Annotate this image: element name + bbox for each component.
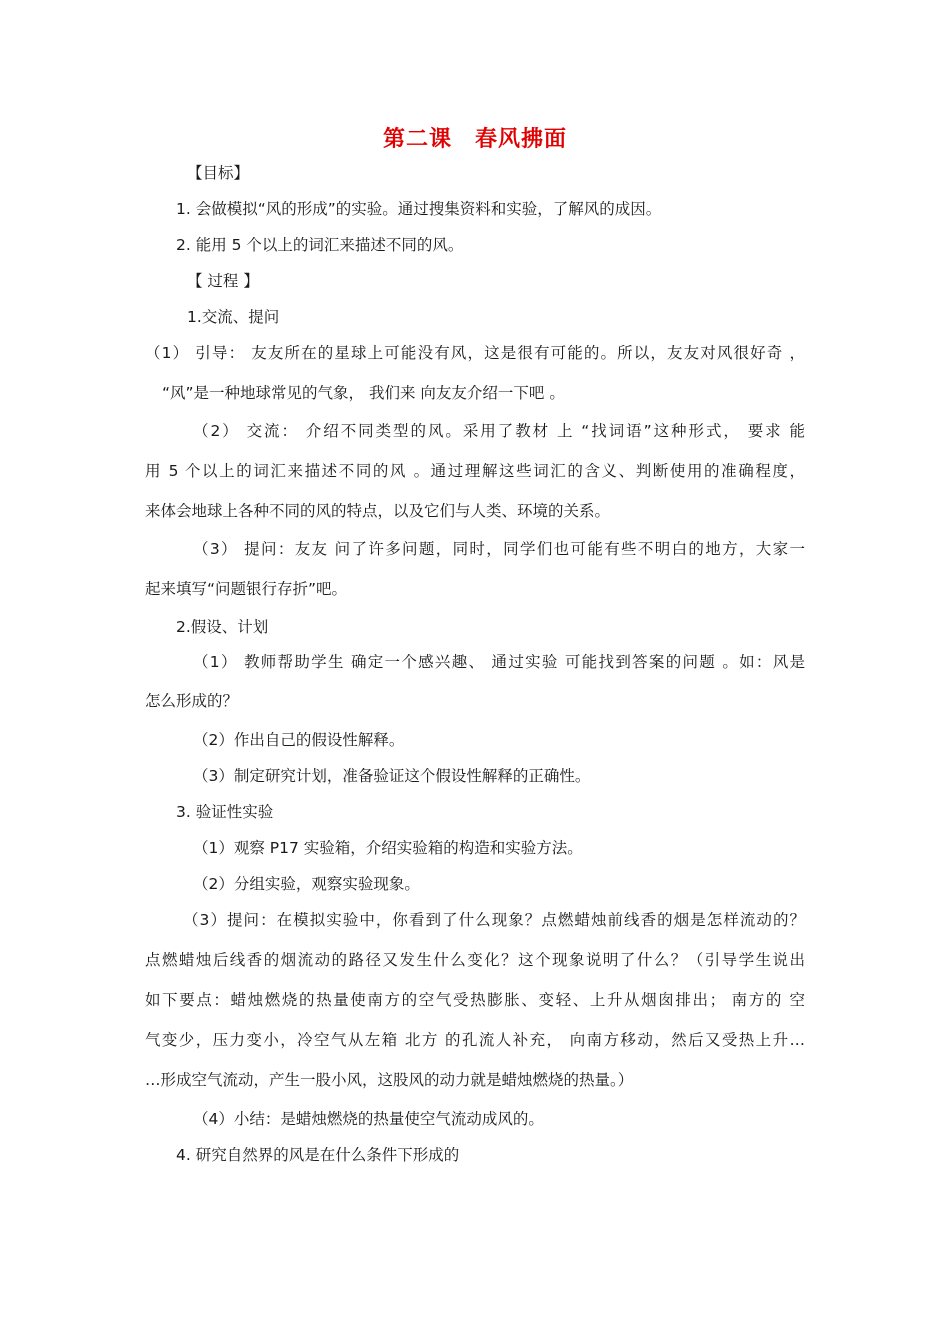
- step-heading-4: 4. 研究自然界的风是在什么条件下形成的: [176, 1146, 460, 1164]
- step-heading-3: 3. 验证性实验: [176, 803, 274, 821]
- paragraph-line: （3）制定研究计划，准备验证这个假设性解释的正确性。: [193, 767, 591, 785]
- paragraph-line: 气变少，压力变小，冷空气从左箱 北方 的孔流人补充， 向南方移动，然后又受热上升…: [145, 1031, 805, 1049]
- paragraph-line: “风”是一种地球常见的气象， 我们来 向友友介绍一下吧 。: [162, 384, 565, 402]
- paragraph-line: （2）作出自己的假设性解释。: [193, 731, 405, 749]
- section-heading-process: 【 过程 】: [187, 272, 259, 290]
- paragraph-line: 起来填写“问题银行存折”吧。: [145, 580, 348, 598]
- paragraph-line: …形成空气流动，产生一股小风，这股风的动力就是蜡烛燃烧的热量。）: [145, 1071, 634, 1089]
- paragraph-line: （1） 引导： 友友所在的星球上可能没有风，这是很有可能的。所以，友友对风很好奇 ，: [145, 344, 805, 362]
- paragraph-line: 来体会地球上各种不同的风的特点，以及它们与人类、环境的关系。: [145, 502, 611, 520]
- goal-item-1: 1. 会做模拟“风的形成”的实验。通过搜集资料和实验，了解风的成因。: [176, 200, 662, 218]
- paragraph-line: （2）分组实验，观察实验现象。: [193, 875, 420, 893]
- paragraph-line: （3） 提问：友友 问了许多问题，同时，同学们也可能有些不明白的地方，大家一: [193, 540, 805, 558]
- goal-item-2: 2. 能用 5 个以上的词汇来描述不同的风。: [176, 236, 464, 254]
- paragraph-line: （1） 教师帮助学生 确定一个感兴趣、 通过实验 可能找到答案的问题 。如：风是: [193, 653, 805, 671]
- paragraph-line: （2） 交流： 介绍不同类型的风。采用了教材 上 “找词语”这种形式， 要求 能: [193, 422, 805, 440]
- page-title: 第二课 春风拂面: [382, 126, 567, 152]
- paragraph-line: （1）观察 P17 实验箱，介绍实验箱的构造和实验方法。: [193, 839, 583, 857]
- step-heading-1: 1.交流、提问: [187, 308, 280, 326]
- paragraph-line: 点燃蜡烛后线香的烟流动的路径又发生什么变化？这个现象说明了什么？（引导学生说出: [145, 951, 805, 969]
- paragraph-line: （3）提问：在模拟实验中，你看到了什么现象？点燃蜡烛前线香的烟是怎样流动的？: [183, 911, 805, 929]
- paragraph-line: 怎么形成的？: [145, 692, 239, 710]
- paragraph-line: （4）小结：是蜡烛燃烧的热量使空气流动成风的。: [193, 1110, 544, 1128]
- step-heading-2: 2.假设、计划: [176, 618, 269, 636]
- section-heading-goals: 【目标】: [187, 164, 250, 182]
- paragraph-line: 用 5 个以上的词汇来描述不同的风 。通过理解这些词汇的含义、判断使用的准确程度，: [145, 462, 805, 480]
- paragraph-line: 如下要点：蜡烛燃烧的热量使南方的空气受热膨胀、变轻、上升从烟囱排出； 南方的 空: [145, 991, 805, 1009]
